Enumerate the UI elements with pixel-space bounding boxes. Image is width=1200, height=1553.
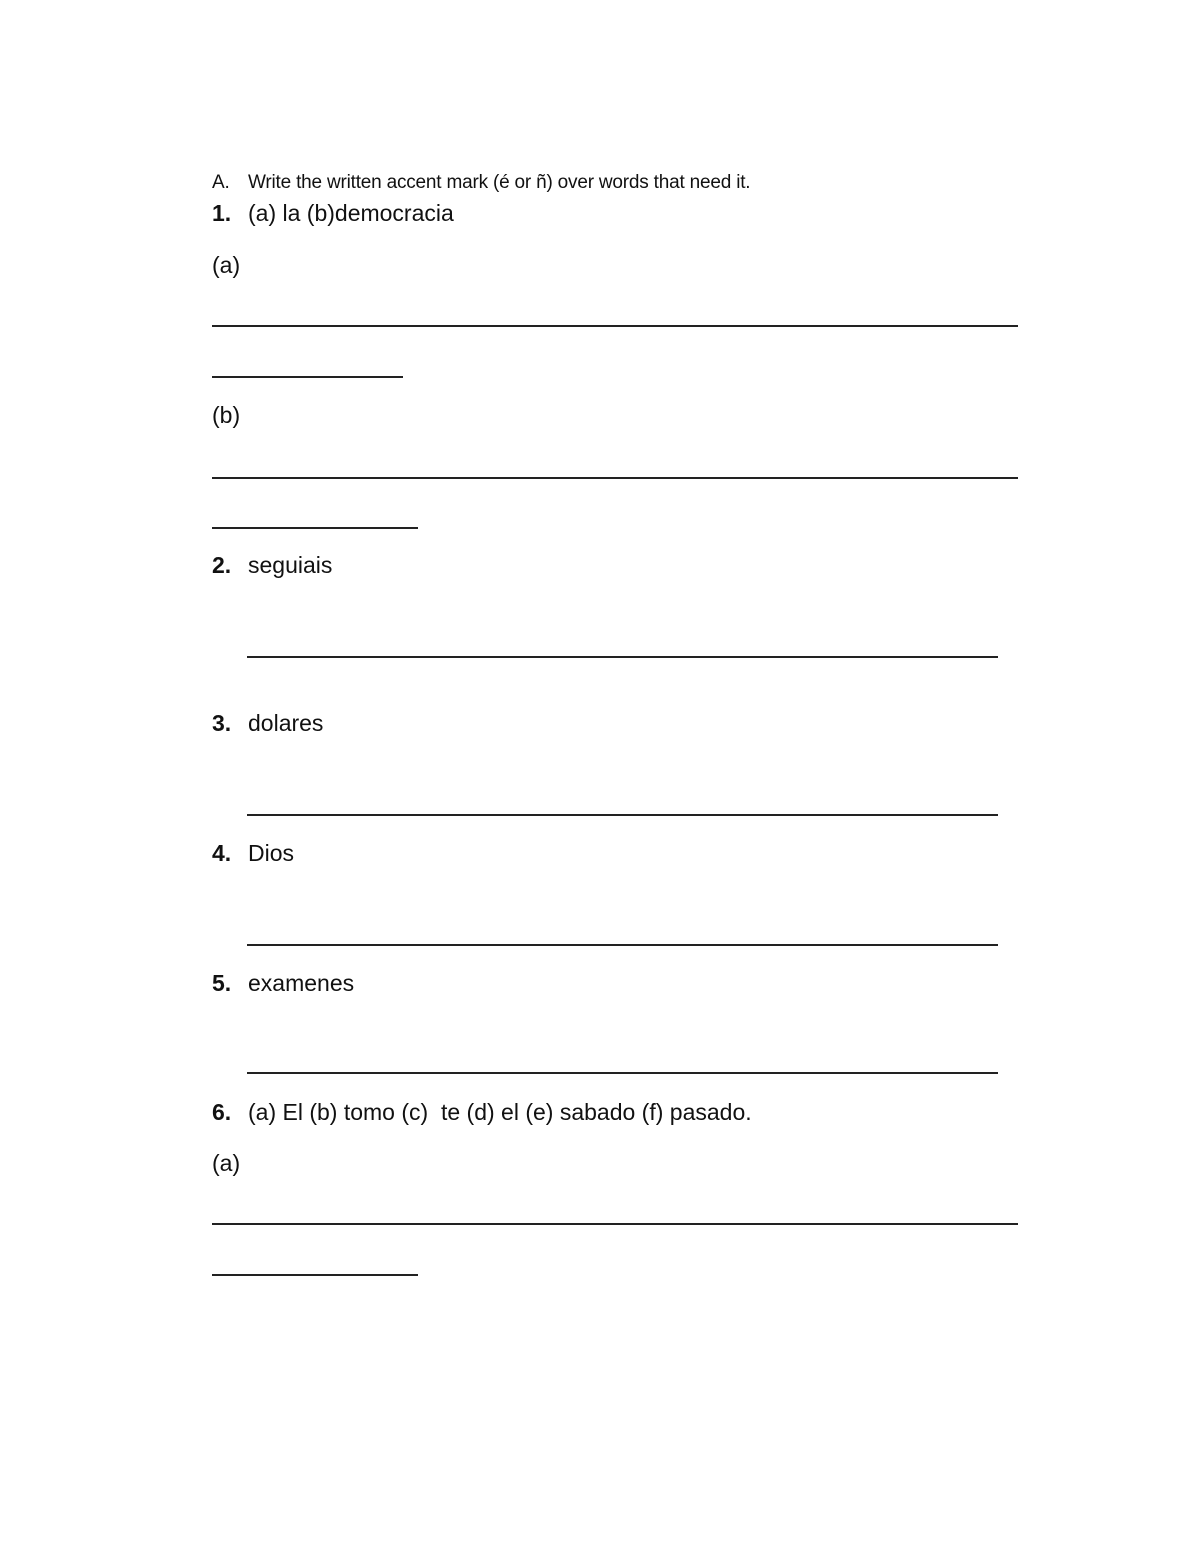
- question-1-sub-b-label: (b): [212, 402, 241, 428]
- section-letter: A.: [212, 172, 230, 193]
- question-number: 4.: [212, 840, 232, 866]
- section-heading: [212, 172, 750, 194]
- question-1: [212, 200, 454, 227]
- question-5: [212, 970, 354, 997]
- answer-line[interactable]: [212, 1223, 1018, 1225]
- question-text: Dios: [248, 840, 295, 866]
- question-text: (a) El (b) tomo (c) te (d) el (e) sabado (f) pasado.: [248, 1099, 752, 1125]
- question-text: examenes: [248, 970, 355, 996]
- answer-line[interactable]: [247, 656, 998, 658]
- question-1-sub-a-label: (a): [212, 252, 241, 278]
- question-4: [212, 840, 294, 867]
- answer-line[interactable]: [212, 477, 1018, 479]
- question-2: [212, 552, 332, 579]
- question-number: 1.: [212, 200, 232, 226]
- question-number: 3.: [212, 710, 232, 736]
- answer-line[interactable]: [212, 325, 1018, 327]
- answer-line-short[interactable]: [212, 376, 403, 378]
- answer-line[interactable]: [247, 944, 998, 946]
- question-text: dolares: [248, 710, 324, 736]
- answer-line[interactable]: [247, 814, 998, 816]
- question-number: 2.: [212, 552, 232, 578]
- question-number: 6.: [212, 1099, 232, 1125]
- question-text: seguiais: [248, 552, 333, 578]
- question-text: (a) la (b)democracia: [248, 200, 454, 226]
- question-3: [212, 710, 323, 737]
- answer-line-short[interactable]: [212, 1274, 418, 1276]
- question-number: 5.: [212, 970, 232, 996]
- answer-line-short[interactable]: [212, 527, 418, 529]
- question-6: [212, 1099, 752, 1126]
- answer-line[interactable]: [247, 1072, 998, 1074]
- section-instruction: Write the written accent mark (é or ñ) over words that need it.: [248, 172, 751, 193]
- question-6-sub-a-label: (a): [212, 1150, 241, 1176]
